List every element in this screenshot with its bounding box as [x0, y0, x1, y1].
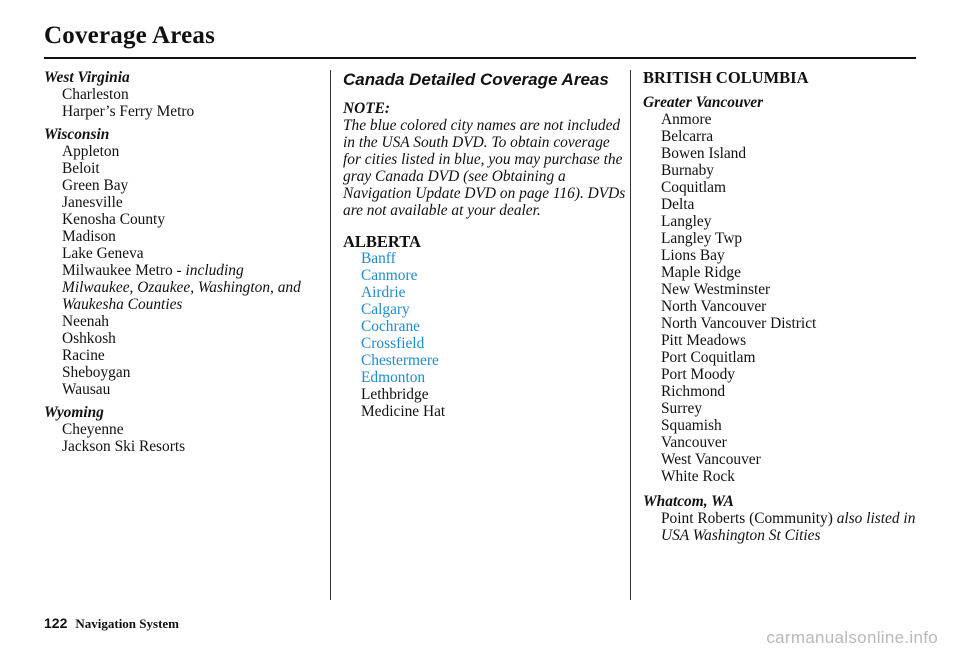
- title-rule: [44, 57, 916, 59]
- note-text: The blue colored city names are not included in the USA South DVD. To obtain coverage for cities listed in blue, you may purchase the gray Canada DVD (see Obtaining a Navigation Update DVD on page 116). DVDs are not available at your dealer.: [343, 117, 626, 219]
- city-name: Point Roberts (Community): [661, 510, 837, 527]
- city-item: Kenosha County: [62, 211, 166, 228]
- region-heading: Greater Vancouver: [643, 94, 764, 111]
- city-item: Squamish: [661, 417, 722, 434]
- city-item: Surrey: [661, 400, 703, 417]
- page-number: 122: [44, 615, 68, 631]
- city-item: Coquitlam: [661, 179, 726, 196]
- column-2: [343, 69, 628, 420]
- note-label: NOTE:: [343, 100, 391, 117]
- city-item: New Westminster: [661, 281, 771, 298]
- city-item: Cheyenne: [62, 421, 124, 438]
- city-item: Harper’s Ferry Metro: [62, 103, 195, 120]
- province-heading: ALBERTA: [343, 232, 421, 251]
- city-item: Bowen Island: [661, 145, 747, 162]
- province-heading: BRITISH COLUMBIA: [643, 68, 809, 87]
- column-1: [44, 69, 314, 455]
- page-title: Coverage Areas: [44, 22, 216, 49]
- city-item: North Vancouver: [661, 298, 767, 315]
- city-item: Vancouver: [661, 434, 727, 451]
- city-item: Langley Twp: [661, 230, 743, 247]
- state-heading: Wyoming: [44, 404, 104, 421]
- column-3: [643, 69, 933, 544]
- city-item: Cochrane: [361, 318, 420, 335]
- city-item: Beloit: [62, 160, 100, 177]
- city-item: Sheboygan: [62, 364, 131, 381]
- city-item: Lions Bay: [661, 247, 725, 264]
- city-item: Langley: [661, 213, 712, 230]
- city-item: Pitt Meadows: [661, 332, 747, 349]
- city-note: also listed in USA Washington St Cities: [661, 510, 916, 544]
- city-item: Port Coquitlam: [661, 349, 756, 366]
- city-item: Calgary: [361, 301, 410, 318]
- city-item: Wausau: [62, 381, 111, 398]
- city-item: Edmonton: [361, 369, 426, 386]
- column-divider-2: [630, 70, 631, 600]
- section-heading: Canada Detailed Coverage Areas: [343, 70, 609, 89]
- city-item: Appleton: [62, 143, 120, 160]
- city-item-with-note: [643, 510, 933, 544]
- city-note: including Milwaukee, Ozaukee, Washington, and Waukesha Counties: [62, 262, 301, 313]
- city-name: Milwaukee Metro -: [62, 262, 186, 279]
- city-item: Port Moody: [661, 366, 735, 383]
- city-item: Banff: [361, 250, 396, 267]
- city-item: Madison: [62, 228, 116, 245]
- city-item: Neenah: [62, 313, 109, 330]
- city-item: Crossfield: [361, 335, 425, 352]
- city-item: Delta: [661, 196, 695, 213]
- city-item: Canmore: [361, 267, 418, 284]
- city-item: Chestermere: [361, 352, 439, 369]
- city-item: Airdrie: [361, 284, 406, 301]
- footer-label: Navigation System: [75, 616, 179, 631]
- city-item: Racine: [62, 347, 105, 364]
- column-divider-1: [330, 70, 331, 600]
- city-item: Lake Geneva: [62, 245, 144, 262]
- alberta-city-list: [343, 250, 628, 420]
- city-item: Anmore: [661, 111, 712, 128]
- city-item: Charleston: [62, 86, 129, 103]
- city-item: Janesville: [62, 194, 123, 211]
- city-item: West Vancouver: [661, 451, 761, 468]
- city-item: White Rock: [661, 468, 735, 485]
- city-item: Maple Ridge: [661, 264, 741, 281]
- city-item: Belcarra: [661, 128, 714, 145]
- city-item: Jackson Ski Resorts: [62, 438, 186, 455]
- watermark: carmanualsonline.info: [766, 628, 938, 647]
- region-heading: Whatcom, WA: [643, 493, 734, 510]
- city-item: Medicine Hat: [361, 403, 446, 420]
- greater-vancouver-city-list: [643, 111, 933, 485]
- city-item: Burnaby: [661, 162, 715, 179]
- city-item: Richmond: [661, 383, 726, 400]
- city-item: Green Bay: [62, 177, 129, 194]
- city-item-with-note: [44, 262, 314, 313]
- state-heading: Wisconsin: [44, 126, 110, 143]
- city-item: Lethbridge: [361, 386, 429, 403]
- state-heading: West Virginia: [44, 69, 130, 86]
- page-footer: [44, 615, 179, 633]
- city-item: Oshkosh: [62, 330, 116, 347]
- city-item: North Vancouver District: [661, 315, 817, 332]
